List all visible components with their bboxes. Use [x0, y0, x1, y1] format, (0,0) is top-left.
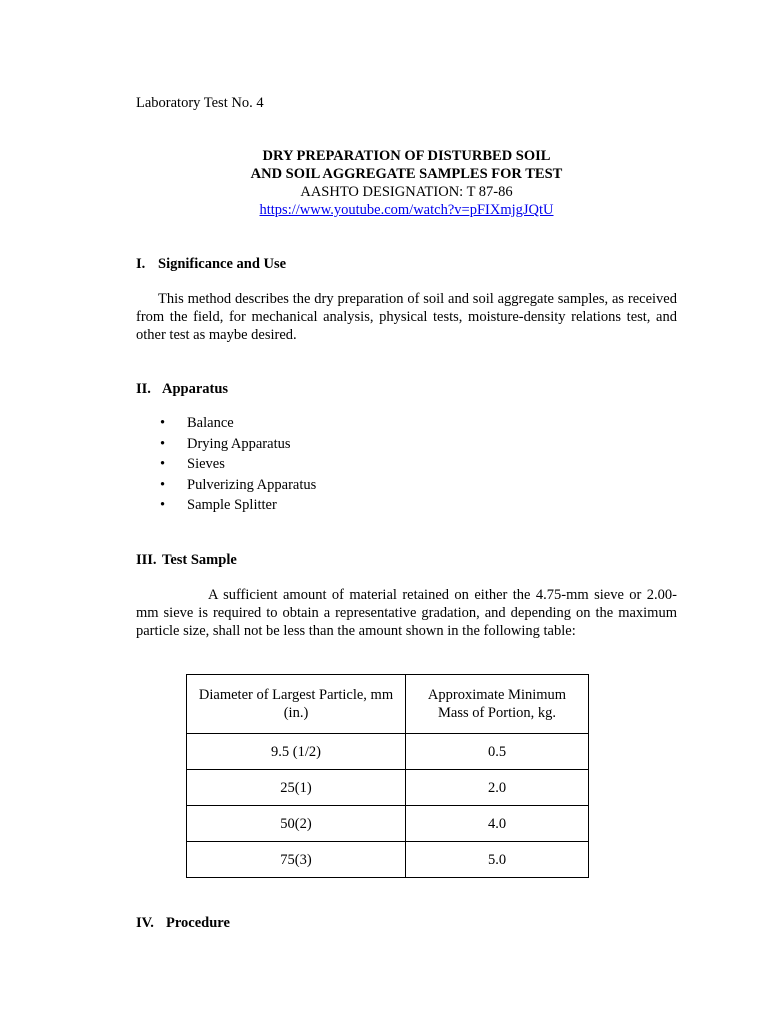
list-item-text: Sieves	[187, 456, 225, 472]
title-line-1: DRY PREPARATION OF DISTURBED SOIL	[262, 148, 551, 164]
test-sample-paragraph: A sufficient amount of material retained on either the 4.75-mm sieve or 2.00-mm sieve is required to obtain a representative gradation, and depending on the maximum particle size, shall not be less than the amount shown in the following table:	[136, 587, 677, 639]
list-item	[160, 435, 316, 456]
section-number: III.	[136, 552, 157, 568]
bullet-icon: •	[160, 435, 166, 452]
section-number: IV.	[136, 915, 154, 931]
list-item-text: Sample Splitter	[187, 497, 277, 513]
table-cell: 9.5 (1/2)	[187, 734, 406, 770]
list-item	[160, 455, 316, 476]
table-header-cell: Approximate Minimum Mass of Portion, kg.	[406, 675, 589, 734]
table-header-cell: Diameter of Largest Particle, mm (in.)	[187, 675, 406, 734]
list-item-text: Balance	[187, 415, 234, 431]
section-heading-procedure	[136, 914, 230, 932]
section-title: Procedure	[166, 915, 230, 931]
apparatus-list	[160, 414, 316, 517]
bullet-icon: •	[160, 497, 166, 513]
table-cell: 5.0	[406, 842, 589, 878]
section-number: I.	[136, 256, 146, 272]
table-row	[187, 806, 589, 842]
table-cell: 2.0	[406, 770, 589, 806]
youtube-link[interactable]: https://www.youtube.com/watch?v=pFIXmjgJQtU	[259, 202, 554, 218]
sample-mass-table	[186, 674, 589, 878]
bullet-icon: •	[160, 476, 166, 493]
section-title: Significance and Use	[158, 256, 287, 272]
list-item-text: Drying Apparatus	[187, 435, 291, 452]
list-item-text: Pulverizing Apparatus	[187, 476, 317, 493]
list-item	[160, 476, 316, 497]
section-title: Test Sample	[162, 552, 237, 568]
table-cell: 50(2)	[187, 806, 406, 842]
table-cell: 0.5	[406, 734, 589, 770]
section-heading-significance	[136, 255, 286, 273]
section-number: II.	[136, 381, 151, 397]
lab-test-number: Laboratory Test No. 4	[136, 95, 264, 111]
list-item	[160, 414, 316, 435]
table-cell: 75(3)	[187, 842, 406, 878]
table-row	[187, 734, 589, 770]
title-block	[136, 147, 677, 219]
table-header-row	[187, 675, 589, 734]
list-item	[160, 496, 316, 517]
aashto-designation: AASHTO DESIGNATION: T 87-86	[300, 184, 513, 200]
title-line-2: AND SOIL AGGREGATE SAMPLES FOR TEST	[250, 166, 563, 182]
section-heading-test-sample	[136, 551, 237, 569]
section-heading-apparatus	[136, 380, 228, 398]
table-cell: 4.0	[406, 806, 589, 842]
table-row	[187, 842, 589, 878]
significance-paragraph: This method describes the dry preparation of soil and soil aggregate samples, as received from the field, for mechanical analysis, physical tests, moisture-density relations test, and other test as maybe desired.	[136, 291, 677, 343]
bullet-icon: •	[160, 456, 166, 472]
table-row	[187, 770, 589, 806]
bullet-icon: •	[160, 415, 166, 431]
section-title: Apparatus	[162, 381, 229, 397]
table-cell: 25(1)	[187, 770, 406, 806]
